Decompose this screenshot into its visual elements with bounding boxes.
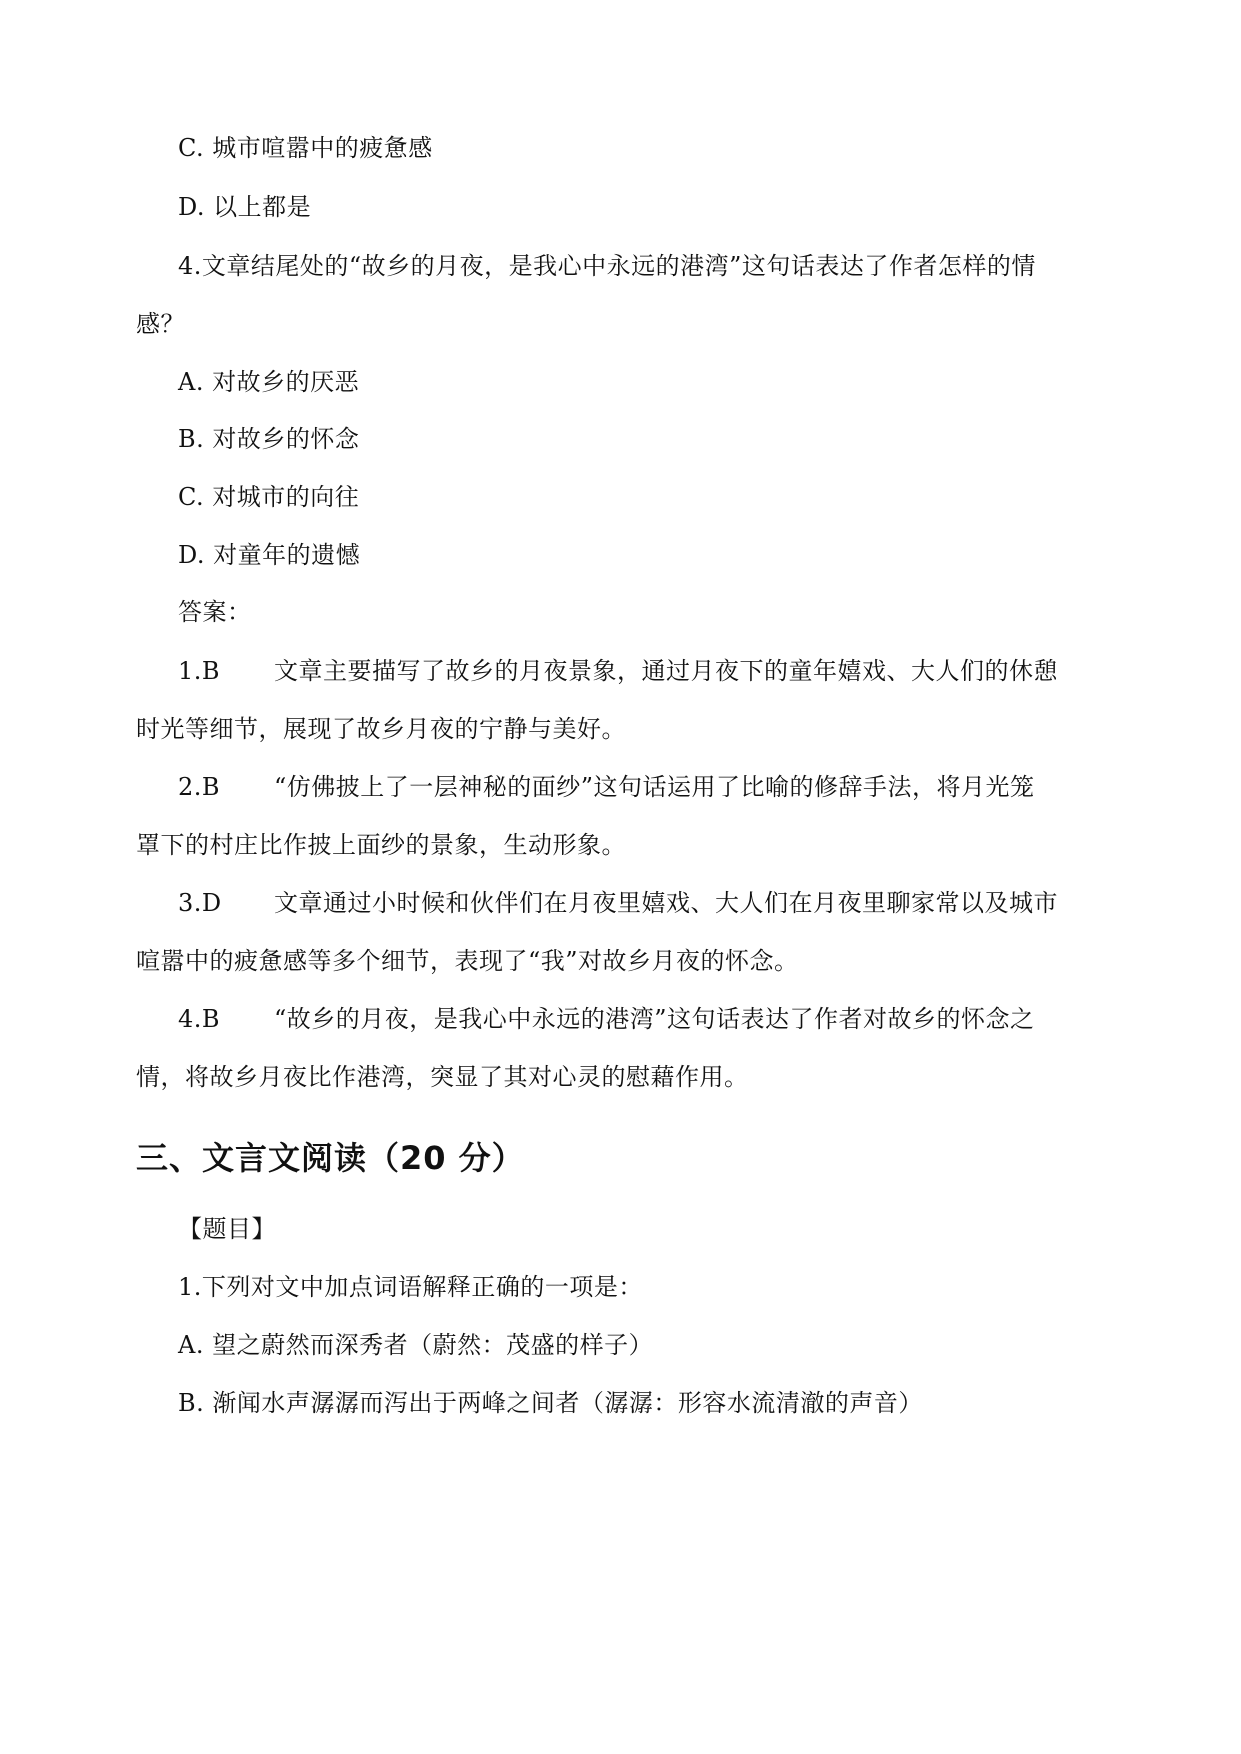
answer-3-number: 3.D [178,889,222,917]
q4-option-a: A. 对故乡的厌恶 [178,368,360,396]
answer-2-number: 2.B [178,773,221,801]
answer-4-line1 [178,1004,1035,1034]
answer-4-line2: 情，将故乡月夜比作港湾，突显了其对心灵的慰藉作用。 [136,1063,749,1091]
topic-label: 【题目】 [178,1215,276,1243]
q4-option-c: C. 对城市的向往 [178,483,360,511]
answer-3-line2: 喧嚣中的疲惫感等多个细节，表现了“我”对故乡月夜的怀念。 [136,947,799,975]
q3-option-c: C. 城市喧嚣中的疲惫感 [178,134,433,162]
answer-2-line1 [178,772,1035,802]
answer-1-text: 文章主要描写了故乡的月夜景象，通过月夜下的童年嬉戏、大人们的休憩 [274,657,1058,685]
q3-option-d: D. 以上都是 [178,193,312,221]
answer-3-line1 [178,888,1058,918]
answer-2-text: “仿佛披上了一层神秘的面纱”这句话运用了比喻的修辞手法，将月光笼 [274,773,1035,801]
answer-1-number: 1.B [178,657,221,685]
answers-label: 答案： [178,598,252,626]
answer-2-line2: 罩下的村庄比作披上面纱的景象，生动形象。 [136,831,626,859]
answer-4-number: 4.B [178,1005,221,1033]
answer-1-line1 [178,656,1058,686]
q4-stem-line1: 4.文章结尾处的“故乡的月夜，是我心中永远的港湾”这句话表达了作者怎样的情 [178,252,1036,280]
section-heading: 三、文言文阅读（20 分） [136,1139,525,1177]
section3-q1-option-b: B. 渐闻水声潺潺而泻出于两峰之间者（潺潺：形容水流清澈的声音） [178,1389,923,1417]
answer-1-line2: 时光等细节，展现了故乡月夜的宁静与美好。 [136,715,626,743]
answer-3-text: 文章通过小时候和伙伴们在月夜里嬉戏、大人们在月夜里聊家常以及城市 [274,889,1058,917]
q4-option-b: B. 对故乡的怀念 [178,425,360,453]
section3-q1-option-a: A. 望之蔚然而深秀者（蔚然：茂盛的样子） [178,1331,654,1359]
q4-option-d: D. 对童年的遗憾 [178,541,361,569]
q4-stem-line2: 感？ [136,310,185,338]
answer-4-text: “故乡的月夜，是我心中永远的港湾”这句话表达了作者对故乡的怀念之 [274,1005,1035,1033]
section3-q1-stem: 1.下列对文中加点词语解释正确的一项是： [178,1273,643,1301]
